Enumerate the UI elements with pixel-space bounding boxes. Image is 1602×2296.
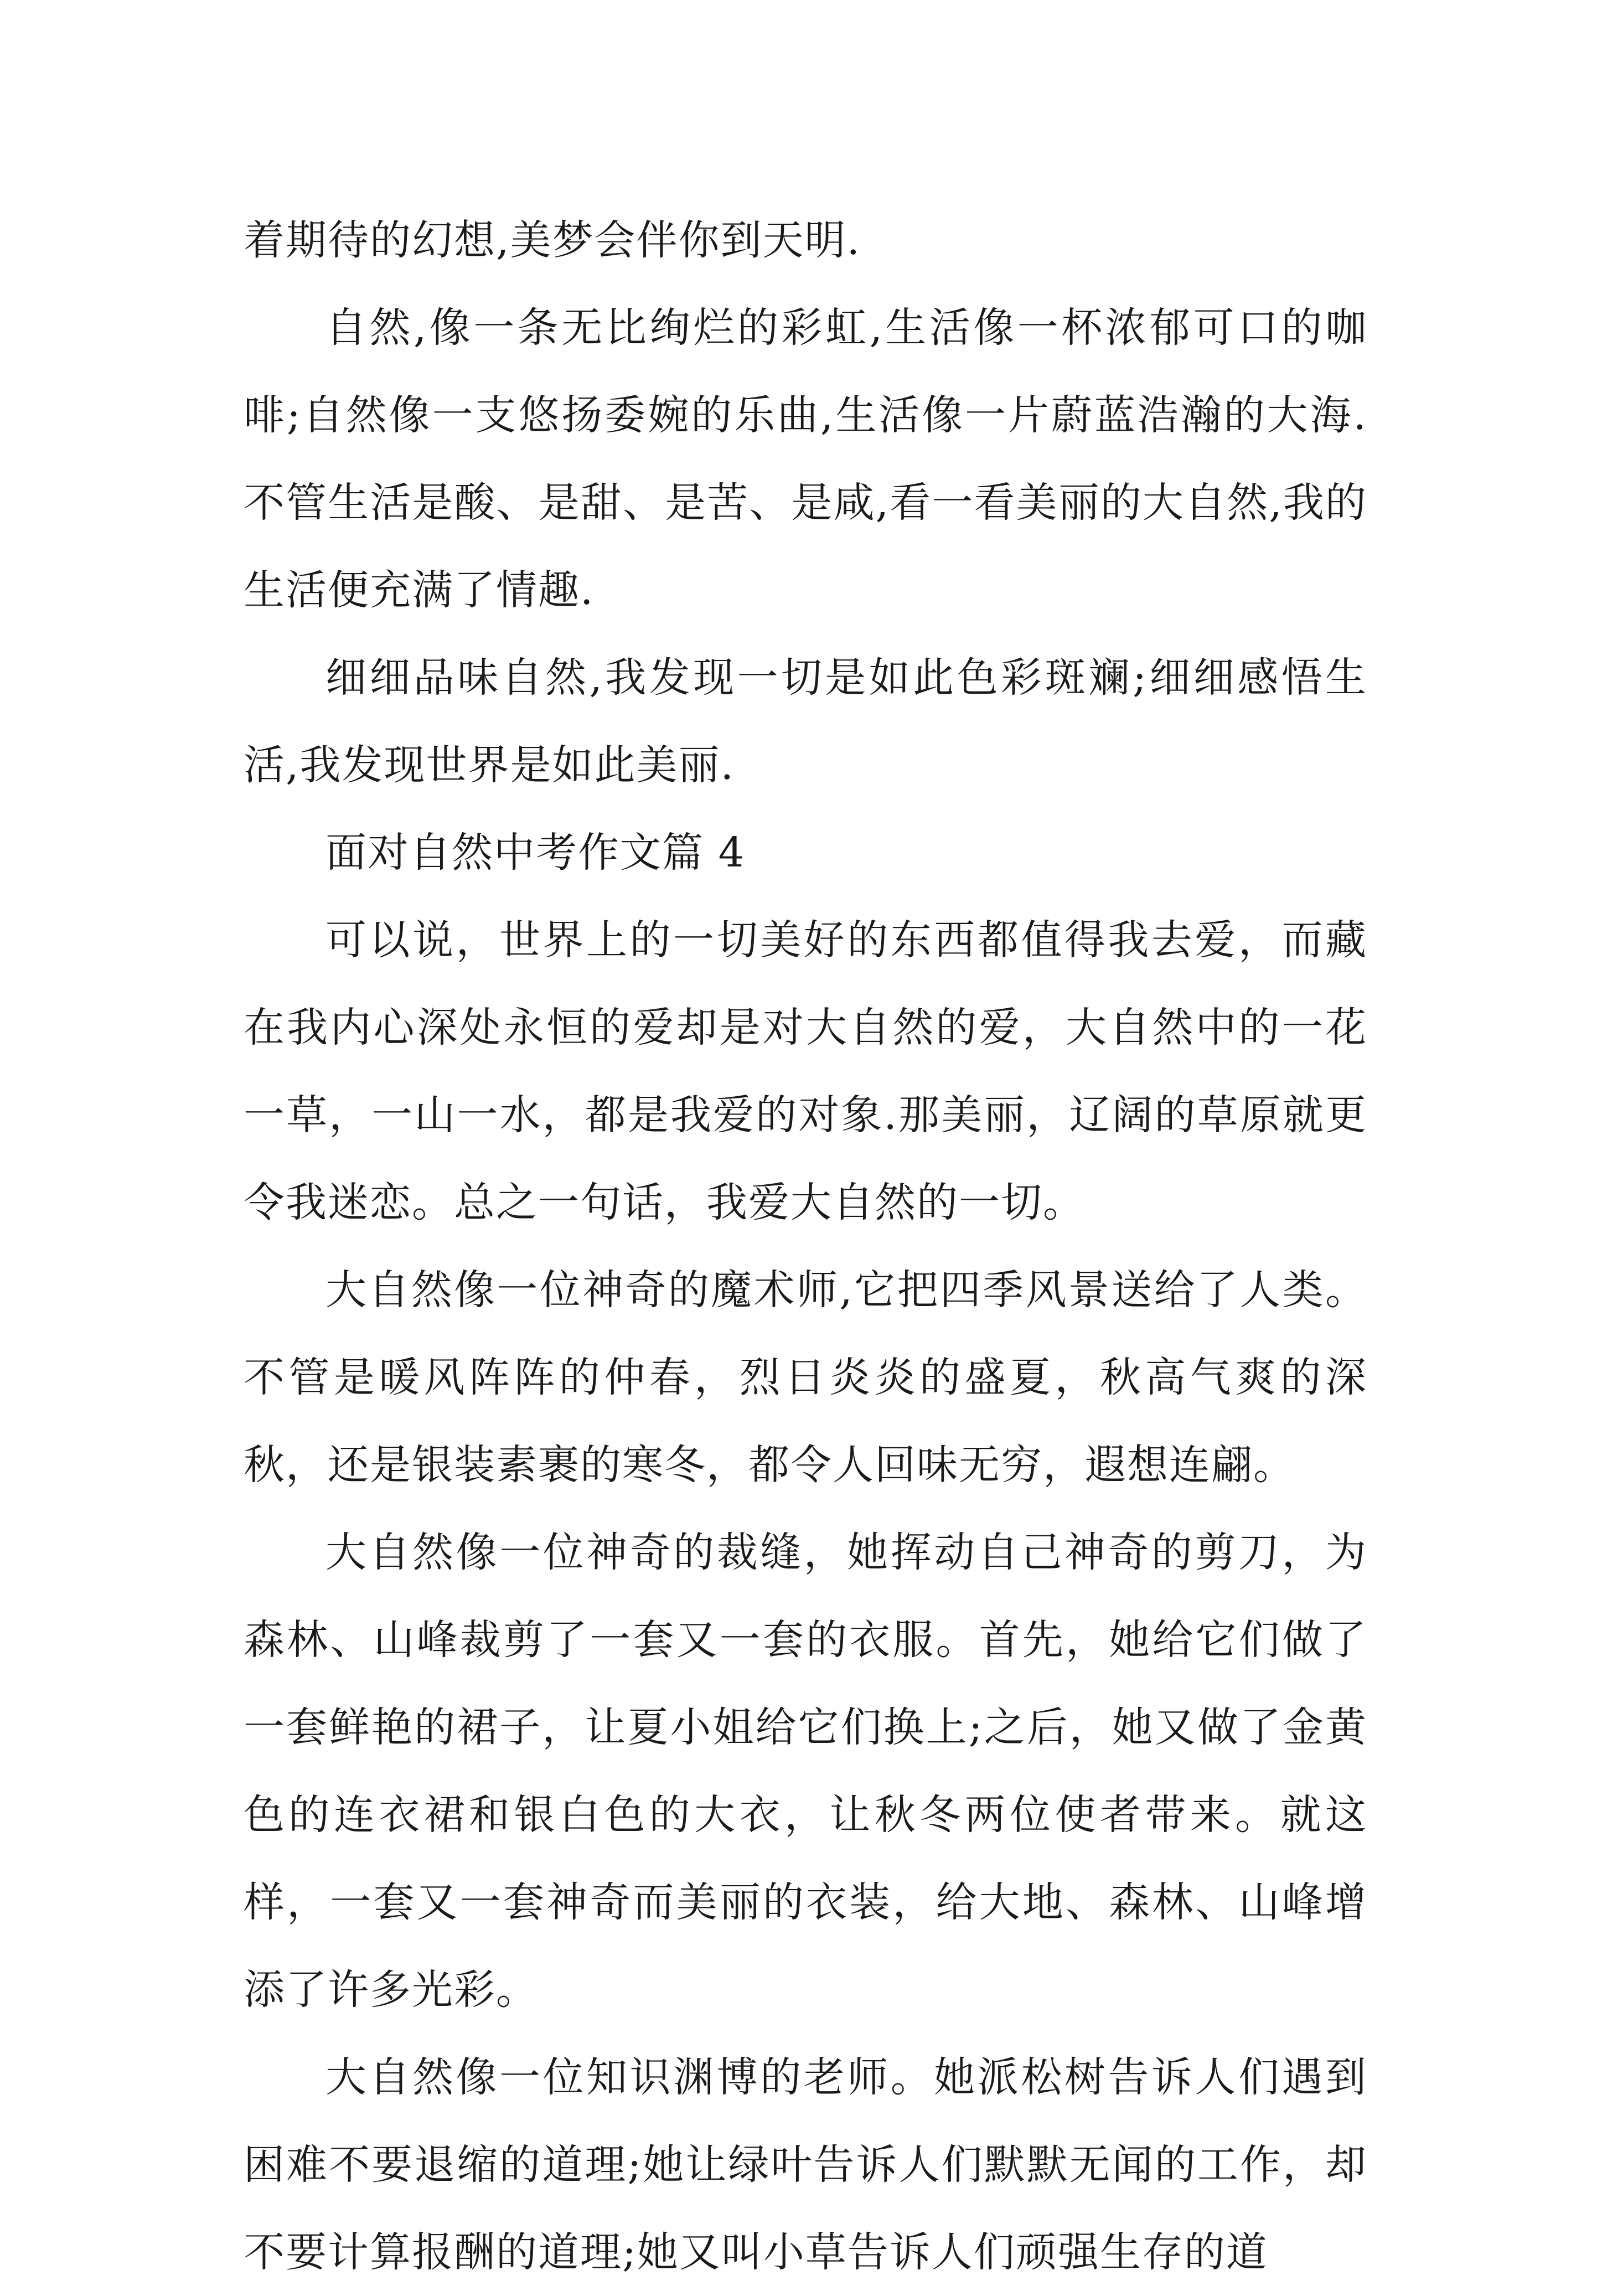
paragraph: 细细品味自然,我发现一切是如此色彩斑斓;细细感悟生活,我发现世界是如此美丽. [244, 654, 1367, 789]
article-body [244, 197, 1367, 2296]
paragraph: 可以说，世界上的一切美好的东西都值得我去爱，而藏在我内心深处永恒的爱却是对大自然的爱，大自然中的一花一草，一山一水，都是我爱的对象.那美丽，辽阔的草原就更令我迷恋。总之一句话，我爱大自然的一切。 [244, 916, 1367, 1226]
paragraph: 大自然像一位知识渊博的老师。她派松树告诉人们遇到困难不要退缩的道理;她让绿叶告诉人们默默无闻的工作，却不要计算报酬的道理;她又叫小草告诉人们顽强生存的道 [244, 2053, 1367, 2276]
section-heading: 面对自然中考作文篇 4 [325, 829, 746, 876]
paragraph: 着期待的幻想,美梦会伴你到天明. [244, 216, 861, 264]
paragraph: 大自然像一位神奇的魔术师,它把四季风景送给了人类。不管是暖风阵阵的仲春，烈日炎炎的盛夏，秋高气爽的深秋，还是银装素裹的寒冬，都令人回味无穷，遐想连翩。 [244, 1266, 1367, 1489]
paragraph: 大自然像一位神奇的裁缝，她挥动自己神奇的剪刀，为森林、山峰裁剪了一套又一套的衣服。首先，她给它们做了一套鲜艳的裙子，让夏小姐给它们换上;之后，她又做了金黄色的连衣裙和银白色的大衣，让秋冬两位使者带来。就这样，一套又一套神奇而美丽的衣装，给大地、森林、山峰增添了许多光彩。 [244, 1529, 1367, 2014]
paragraph: 自然,像一条无比绚烂的彩虹,生活像一杯浓郁可口的咖啡;自然像一支悠扬委婉的乐曲,生活像一片蔚蓝浩瀚的大海.不管生活是酸、是甜、是苦、是咸,看一看美丽的大自然,我的生活便充满了情趣. [244, 304, 1367, 614]
